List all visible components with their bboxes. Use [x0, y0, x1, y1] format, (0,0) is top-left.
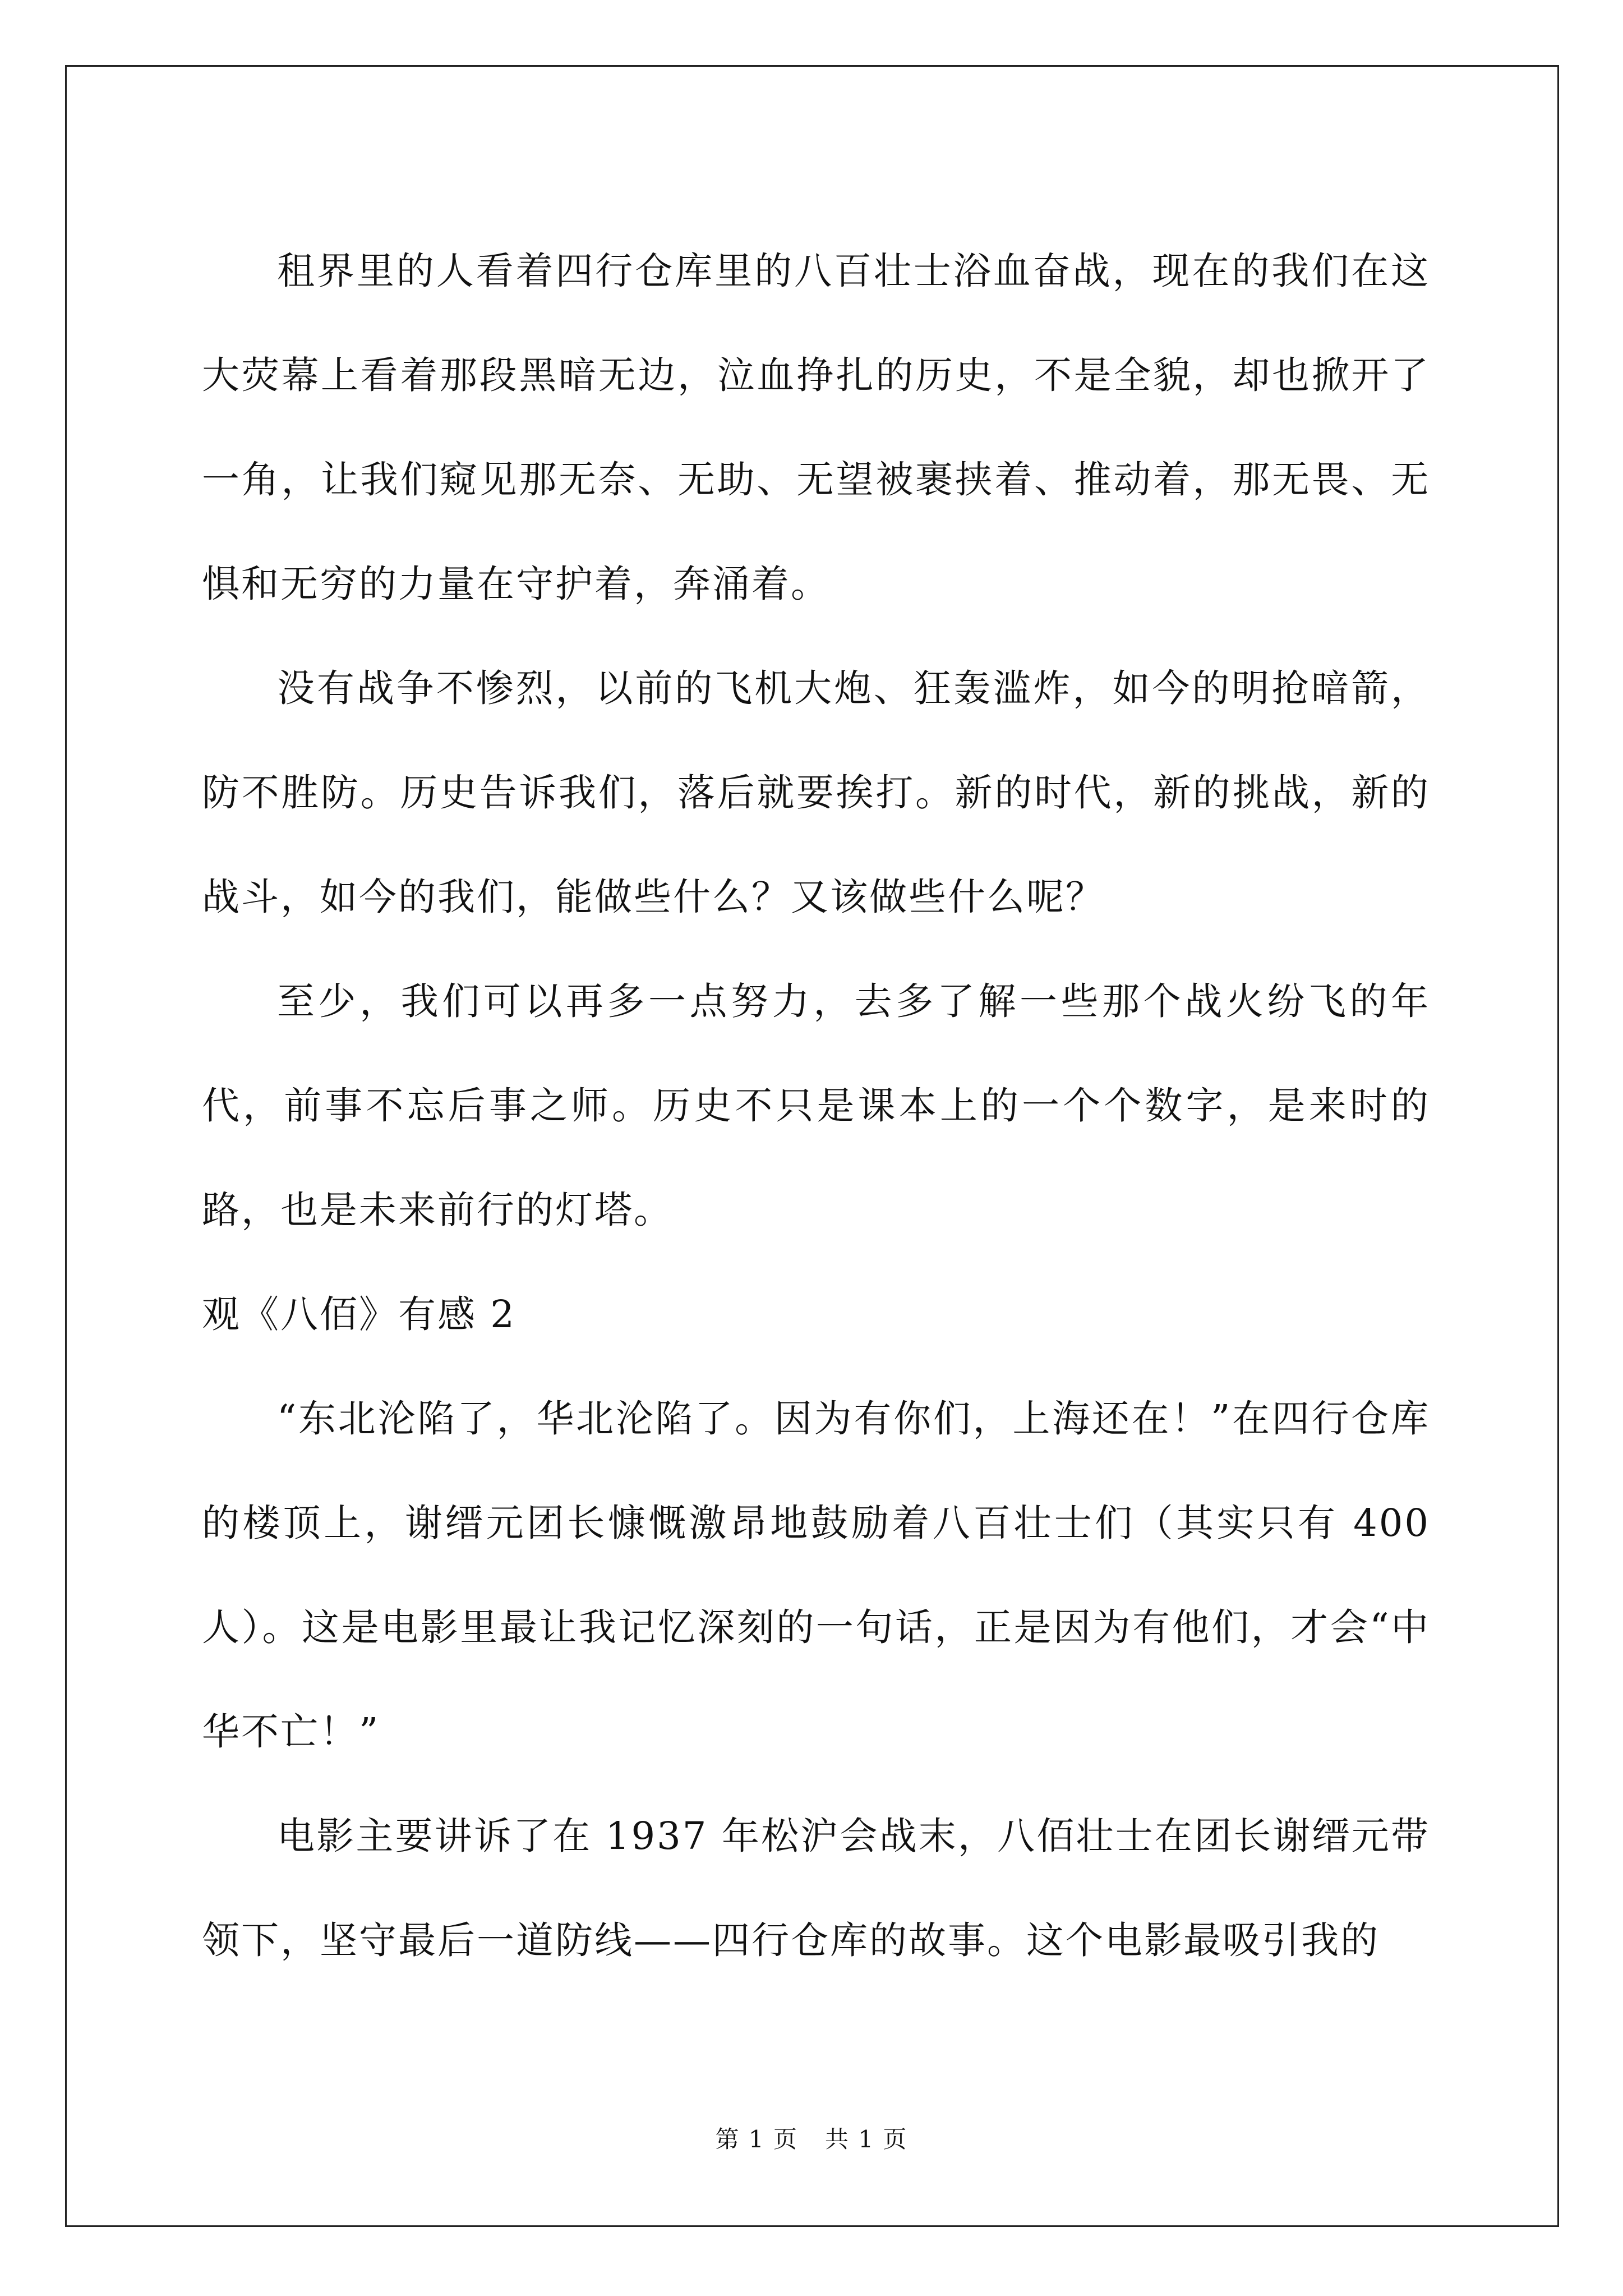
page-footer	[0, 2123, 1623, 2156]
document-body	[202, 219, 1430, 1993]
page-total: 共 1 页	[825, 2125, 908, 2153]
paragraph-5: 电影主要讲诉了在 1937 年松沪会战末，八佰壮士在团长谢缙元带领下，坚守最后一道防线——四行仓库的故事。这个电影最吸引我的	[202, 1814, 1430, 1962]
section-heading: 观《八佰》有感 2	[202, 1292, 516, 1336]
paragraph-4: “东北沦陷了，华北沦陷了。因为有你们，上海还在！”在四行仓库的楼顶上，谢缙元团长慷慨激昂地鼓励着八百壮士们（其实只有 400 人）。这是电影里最让我记忆深刻的一句话，正是因为有他们，才会“中华不亡！”	[202, 1397, 1430, 1754]
paragraph-2: 没有战争不惨烈，以前的飞机大炮、狂轰滥炸，如今的明抢暗箭，防不胜防。历史告诉我们，落后就要挨打。新的时代，新的挑战，新的战斗，如今的我们，能做些什么？又该做些什么呢？	[202, 666, 1430, 919]
page-number: 第 1 页	[715, 2125, 798, 2153]
paragraph-1: 租界里的人看着四行仓库里的八百壮士浴血奋战，现在的我们在这大荧幕上看着那段黑暗无边，泣血挣扎的历史，不是全貌，却也掀开了一角，让我们窥见那无奈、无助、无望被裹挟着、推动着，那无畏、无惧和无穷的力量在守护着，奔涌着。	[202, 249, 1430, 606]
paragraph-3: 至少，我们可以再多一点努力，去多了解一些那个战火纷飞的年代，前事不忘后事之师。历史不只是课本上的一个个数字，是来时的路，也是未来前行的灯塔。	[202, 979, 1430, 1232]
